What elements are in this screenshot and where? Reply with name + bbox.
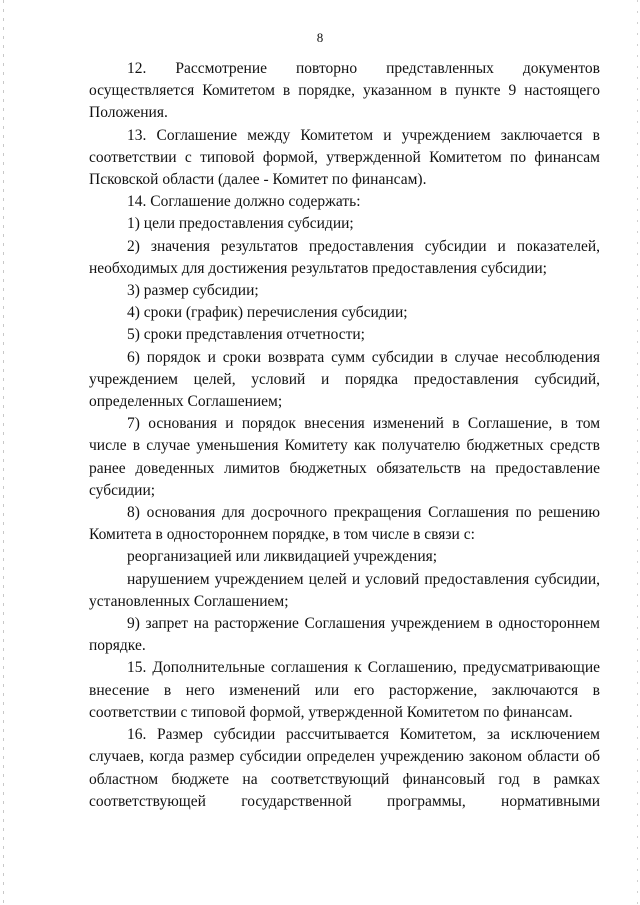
list-item-4: 4) сроки (график) перечисления субсидии; bbox=[127, 304, 408, 322]
list-item-2: 2) значения результатов предоставления субсидии и показателей, необходимых для достижения результатов предоставления субсидии; bbox=[89, 237, 600, 277]
paragraph-12: 12. Рассмотрение повторно представленных документов осуществляется Комитетом в порядке, указанном в пункте 9 настоящего Положения. bbox=[89, 60, 600, 122]
list-item-9: 9) запрет на расторжение Соглашения учреждением в одностороннем порядке. bbox=[89, 615, 600, 655]
list-item-5: 5) сроки представления отчетности; bbox=[127, 326, 365, 344]
paragraph-15: 15. Дополнительные соглашения к Соглашению, предусматривающие внесение в него изменений или его расторжение, заключаются в соответствии с типовой формой, утвержденной Комитетом по финансам. bbox=[89, 659, 600, 721]
paragraph-13: 13. Соглашение между Комитетом и учреждением заключается в соответствии с типовой формой, утвержденной Комитетом по финансам Псковской области (далее - Комитет по финансам). bbox=[89, 126, 600, 189]
list-item-3: 3) размер субсидии; bbox=[127, 282, 259, 300]
scan-edge-left bbox=[3, 0, 4, 905]
paragraph-16: 16. Размер субсидии рассчитывается Комитетом, за исключением случаев, когда размер субсидии определен учреждению законом области об областном бюджете на соответствующий финансовый год в рамках соответствующей государственной программы, нормативными bbox=[89, 726, 600, 810]
paragraph-14: 14. Соглашение должно содержать: bbox=[127, 193, 361, 211]
list-subitem-reorganization: реорганизацией или ликвидацией учреждения; bbox=[127, 548, 438, 566]
document-body bbox=[89, 58, 600, 813]
scan-edge-right bbox=[637, 0, 638, 905]
list-subitem-violation: нарушением учреждением целей и условий предоставления субсидии, установленных Соглашением; bbox=[89, 570, 600, 610]
list-item-8: 8) основания для досрочного прекращения Соглашения по решению Комитета в одностороннем порядке, в том числе в связи с: bbox=[89, 504, 600, 544]
list-item-7: 7) основания и порядок внесения изменений в Соглашение, в том числе в случае уменьшения Комитету как получателю бюджетных средств ранее доведенных лимитов бюджетных обязательств на предоставление субсидии; bbox=[89, 415, 600, 499]
page-number: 8 bbox=[316, 30, 324, 45]
list-item-1: 1) цели предоставления субсидии; bbox=[127, 215, 354, 233]
list-item-6: 6) порядок и сроки возврата сумм субсидии в случае несоблюдения учреждением целей, условий и порядка предоставления субсидий, определенных Соглашением; bbox=[89, 348, 600, 411]
